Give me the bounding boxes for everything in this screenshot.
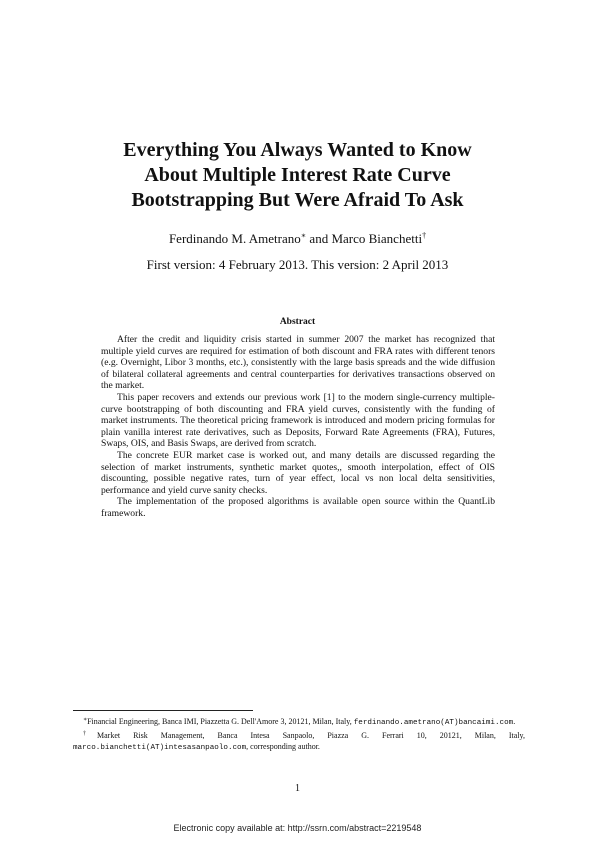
abstract-paragraph-1: After the credit and liquidity crisis started in summer 2007 the market has recognized that multiple yield curves are required for estimation of both discount and FRA rates with different tenors (e.g. Overnight, Libor 3 months, etc.), consistently with the large basis spreads and the wide diffusion of bilateral collateral agreements and central counterparties for derivatives transactions observed on the market. bbox=[101, 334, 495, 392]
title-line-3: Bootstrapping But Were Afraid To Ask bbox=[131, 189, 464, 211]
author-list bbox=[60, 228, 535, 247]
page-number: 1 bbox=[295, 783, 300, 794]
author-ametrano: Ferdinando M. Ametrano bbox=[168, 231, 301, 246]
author-connector: and bbox=[309, 231, 329, 246]
footnote-bianchetti-affiliation: Market Risk Management, Banca Intesa Sanpaolo, Piazza G. Ferrari 10, 20121, Milan, Italy, bbox=[97, 730, 525, 740]
footnote-ametrano-affiliation: Financial Engineering, Banca IMI, Piazzetta G. Dell'Amore 3, 20121, Milan, Italy, bbox=[87, 717, 352, 726]
author-ametrano-footnote-mark: ∗ bbox=[300, 231, 307, 240]
footnote-ametrano-email: ferdinando.ametrano(AT)bancaimi.com bbox=[353, 719, 514, 727]
footnote-ametrano-mark: ∗ bbox=[83, 717, 88, 723]
abstract-body bbox=[101, 334, 495, 520]
abstract-paragraph-4: The implementation of the proposed algorithms is available open source within the QuantLib framework. bbox=[101, 496, 495, 519]
title-line-1: Everything You Always Wanted to Know bbox=[123, 139, 472, 161]
footnote-ametrano-end: . bbox=[513, 717, 516, 726]
abstract-paragraph-2: This paper recovers and extends our previous work [1] to the modern single-currency multiple-curve bootstrapping of both discounting and FRA yield curves, consistently with the funding of market instruments. The theoretical pricing framework is introduced and modern pricing formulas for plain vanilla interest rate derivatives, such as Deposits, Forward Rate Agreements (FRA), Futures, Swaps, OIS, and Basis Swaps, are derived from scratch. bbox=[101, 391, 495, 450]
footnote-ametrano bbox=[73, 715, 525, 729]
abstract-heading: Abstract bbox=[279, 317, 316, 327]
footnote-bianchetti-email: marco.bianchetti(AT)intesasanpaolo.com bbox=[73, 743, 247, 752]
footnotes bbox=[73, 715, 525, 753]
footnote-bianchetti-end: , corresponding author. bbox=[246, 741, 320, 751]
author-bianchetti-footnote-mark: † bbox=[422, 231, 427, 240]
abstract-paragraph-3: The concrete EUR market case is worked out, and many details are discussed regarding the selection of market instruments, synthetic market quotes,, smooth interpolation, effect of OIS discounting, possible negative rates, turn of year effect, local vs non local delta sensitivities, performance and yield curve sanity checks. bbox=[101, 449, 495, 496]
footnote-bianchetti-mark: † bbox=[83, 730, 97, 737]
footnote-bianchetti bbox=[73, 729, 525, 754]
version-dates: First version: 4 February 2013. This version: 2 April 2013 bbox=[146, 257, 449, 272]
ssrn-download-notice: Electronic copy available at: http://ssrn.com/abstract=2219548 bbox=[173, 823, 422, 833]
paper-title bbox=[60, 138, 535, 213]
footnote-divider bbox=[73, 710, 253, 711]
author-bianchetti: Marco Bianchetti bbox=[331, 231, 423, 246]
title-line-2: About Multiple Interest Rate Curve bbox=[144, 164, 451, 186]
